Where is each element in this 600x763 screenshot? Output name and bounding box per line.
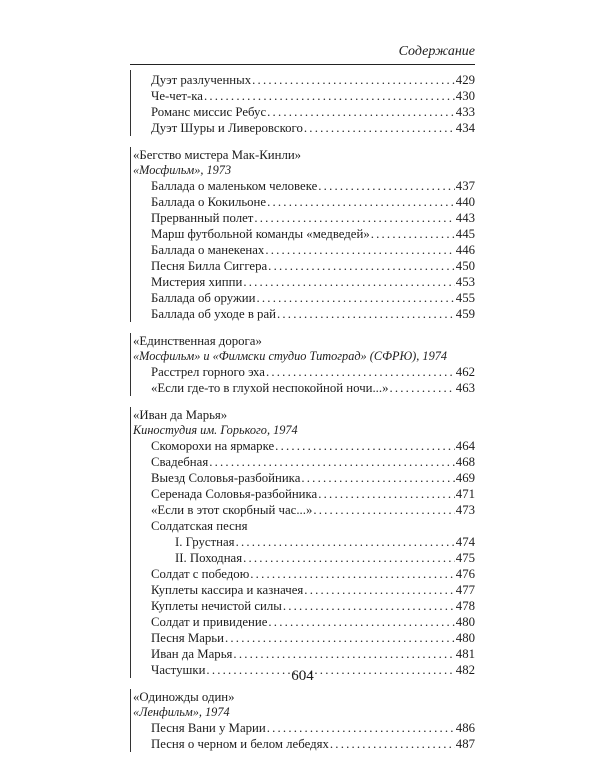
dot-leader <box>283 598 455 614</box>
entry-title: II. Походная <box>175 551 243 565</box>
dot-leader <box>204 88 455 104</box>
toc-entry <box>131 226 475 242</box>
entry-title: Расстрел горного эха <box>151 365 265 379</box>
toc-subheading: Солдатская песня <box>151 519 248 533</box>
toc-entry <box>131 614 475 630</box>
entry-page: 443 <box>455 211 475 225</box>
entry-page: 462 <box>455 365 475 379</box>
dot-leader <box>267 104 455 120</box>
entry-page: 437 <box>455 179 475 193</box>
entry-page: 480 <box>455 631 475 645</box>
toc-entry <box>131 502 475 518</box>
entry-page: 475 <box>455 551 475 565</box>
table-of-contents <box>130 70 475 763</box>
entry-title: Куплеты кассира и казначея <box>151 583 304 597</box>
entry-title: Куплеты нечистой силы <box>151 599 282 613</box>
entry-title: Частушки <box>151 663 206 677</box>
entry-title: Дуэт Шуры и Ливеровского <box>151 121 303 135</box>
entry-page: 464 <box>455 439 475 453</box>
entry-page: 463 <box>455 381 475 395</box>
entry-title: Серенада Соловья-разбойника <box>151 487 318 501</box>
dot-leader <box>301 470 454 486</box>
toc-section-continued <box>130 70 475 136</box>
dot-leader <box>233 646 454 662</box>
toc-entry <box>131 178 475 194</box>
toc-entry <box>131 470 475 486</box>
entry-title: Песня Билла Сиггера <box>151 259 268 273</box>
entry-page: 478 <box>455 599 475 613</box>
entry-title: Баллада о маленьком человеке <box>151 179 318 193</box>
dot-leader <box>313 502 454 518</box>
dot-leader <box>236 534 455 550</box>
entry-title: «Если в этот скорбный час...» <box>151 503 313 517</box>
entry-title: Свадебная <box>151 455 209 469</box>
entry-title: I. Грустная <box>175 535 235 549</box>
film-title: «Одиножды один» <box>133 690 235 704</box>
dot-leader <box>371 226 455 242</box>
toc-entry <box>131 380 475 396</box>
toc-entry <box>131 630 475 646</box>
film-studio: Киностудия им. Горького, 1974 <box>133 423 298 437</box>
film-studio: «Мосфильм» и «Филмски студио Титоград» (СФРЮ), 1974 <box>133 349 448 363</box>
toc-entry <box>131 88 475 104</box>
toc-entry <box>131 104 475 120</box>
page-number: 604 <box>291 668 314 684</box>
entry-page: 473 <box>455 503 475 517</box>
dot-leader <box>243 274 454 290</box>
entry-title: Скоморохи на ярмарке <box>151 439 275 453</box>
entry-page: 471 <box>455 487 475 501</box>
toc-entry <box>131 534 475 550</box>
entry-page: 433 <box>455 105 475 119</box>
dot-leader <box>267 720 455 736</box>
film-title: «Бегство мистера Мак-Кинли» <box>133 148 302 162</box>
entry-page: 482 <box>455 663 475 677</box>
entry-title: Песня Марьи <box>151 631 224 645</box>
film-title: «Иван да Марья» <box>133 408 228 422</box>
entry-page: 453 <box>455 275 475 289</box>
entry-page: 486 <box>455 721 475 735</box>
dot-leader <box>266 364 455 380</box>
entry-title: «Если где-то в глухой неспокойной ночи...» <box>151 381 389 395</box>
dot-leader <box>250 566 455 582</box>
toc-section <box>130 407 475 678</box>
entry-title: Че-чет-ка <box>151 89 203 103</box>
toc-entry <box>131 566 475 582</box>
entry-page: 445 <box>455 227 475 241</box>
toc-section <box>130 333 475 396</box>
entry-title: Дуэт разлученных <box>151 73 252 87</box>
toc-entry <box>131 210 475 226</box>
entry-page: 474 <box>455 535 475 549</box>
film-studio: «Мосфильм», 1973 <box>133 163 232 177</box>
dot-leader <box>225 630 455 646</box>
dot-leader <box>318 178 455 194</box>
dot-leader <box>304 582 455 598</box>
toc-entry <box>131 582 475 598</box>
film-studio: «Ленфильм», 1974 <box>133 705 230 719</box>
dot-leader <box>252 72 455 88</box>
toc-entry <box>131 438 475 454</box>
entry-page: 440 <box>455 195 475 209</box>
toc-section <box>130 689 475 752</box>
entry-title: Песня Вани у Марии <box>151 721 266 735</box>
entry-page: 455 <box>455 291 475 305</box>
running-head: Содержание <box>398 44 475 59</box>
entry-title: Солдат с победою <box>151 567 250 581</box>
dot-leader <box>304 120 455 136</box>
entry-title: Баллада о манекенах <box>151 243 265 257</box>
entry-page: 487 <box>455 737 475 751</box>
entry-title: Баллада о Кокильоне <box>151 195 267 209</box>
entry-page: 477 <box>455 583 475 597</box>
toc-entry <box>131 290 475 306</box>
entry-title: Выезд Соловья-разбойника <box>151 471 301 485</box>
toc-entry <box>131 242 475 258</box>
toc-entry <box>131 364 475 380</box>
entry-title: Песня о черном и белом лебедях <box>151 737 329 751</box>
entry-page: 469 <box>455 471 475 485</box>
entry-page: 481 <box>455 647 475 661</box>
toc-entry <box>131 120 475 136</box>
toc-section <box>130 147 475 322</box>
dot-leader <box>267 194 455 210</box>
entry-page: 434 <box>455 121 475 135</box>
toc-entry <box>131 258 475 274</box>
film-title: «Единственная дорога» <box>133 334 262 348</box>
dot-leader <box>389 380 454 396</box>
entry-title: Баллада об оружии <box>151 291 256 305</box>
entry-title: Баллада об уходе в рай <box>151 307 276 321</box>
toc-entry <box>131 550 475 566</box>
header-rule <box>130 64 475 65</box>
dot-leader <box>275 438 455 454</box>
entry-title: Романс миссис Ребус <box>151 105 267 119</box>
dot-leader <box>257 290 455 306</box>
entry-page: 429 <box>455 73 475 87</box>
toc-entry <box>131 274 475 290</box>
dot-leader <box>265 242 454 258</box>
entry-page: 459 <box>455 307 475 321</box>
entry-page: 476 <box>455 567 475 581</box>
dot-leader <box>268 258 455 274</box>
entry-page: 480 <box>455 615 475 629</box>
toc-entry <box>131 486 475 502</box>
entry-page: 430 <box>455 89 475 103</box>
toc-entry <box>131 598 475 614</box>
entry-page: 450 <box>455 259 475 273</box>
toc-entry <box>131 454 475 470</box>
entry-title: Иван да Марья <box>151 647 233 661</box>
entry-page: 468 <box>455 455 475 469</box>
dot-leader <box>243 550 455 566</box>
toc-entry <box>131 72 475 88</box>
toc-entry <box>131 720 475 736</box>
entry-title: Прерванный полет <box>151 211 254 225</box>
dot-leader <box>277 306 455 322</box>
dot-leader <box>254 210 454 226</box>
toc-entry <box>131 306 475 322</box>
toc-entry <box>131 194 475 210</box>
entry-page: 446 <box>455 243 475 257</box>
dot-leader <box>318 486 455 502</box>
entry-title: Мистерия хиппи <box>151 275 243 289</box>
toc-entry <box>131 646 475 662</box>
dot-leader <box>209 454 455 470</box>
dot-leader <box>268 614 454 630</box>
entry-title: Солдат и привидение <box>151 615 268 629</box>
entry-title: Марш футбольной команды «медведей» <box>151 227 370 241</box>
